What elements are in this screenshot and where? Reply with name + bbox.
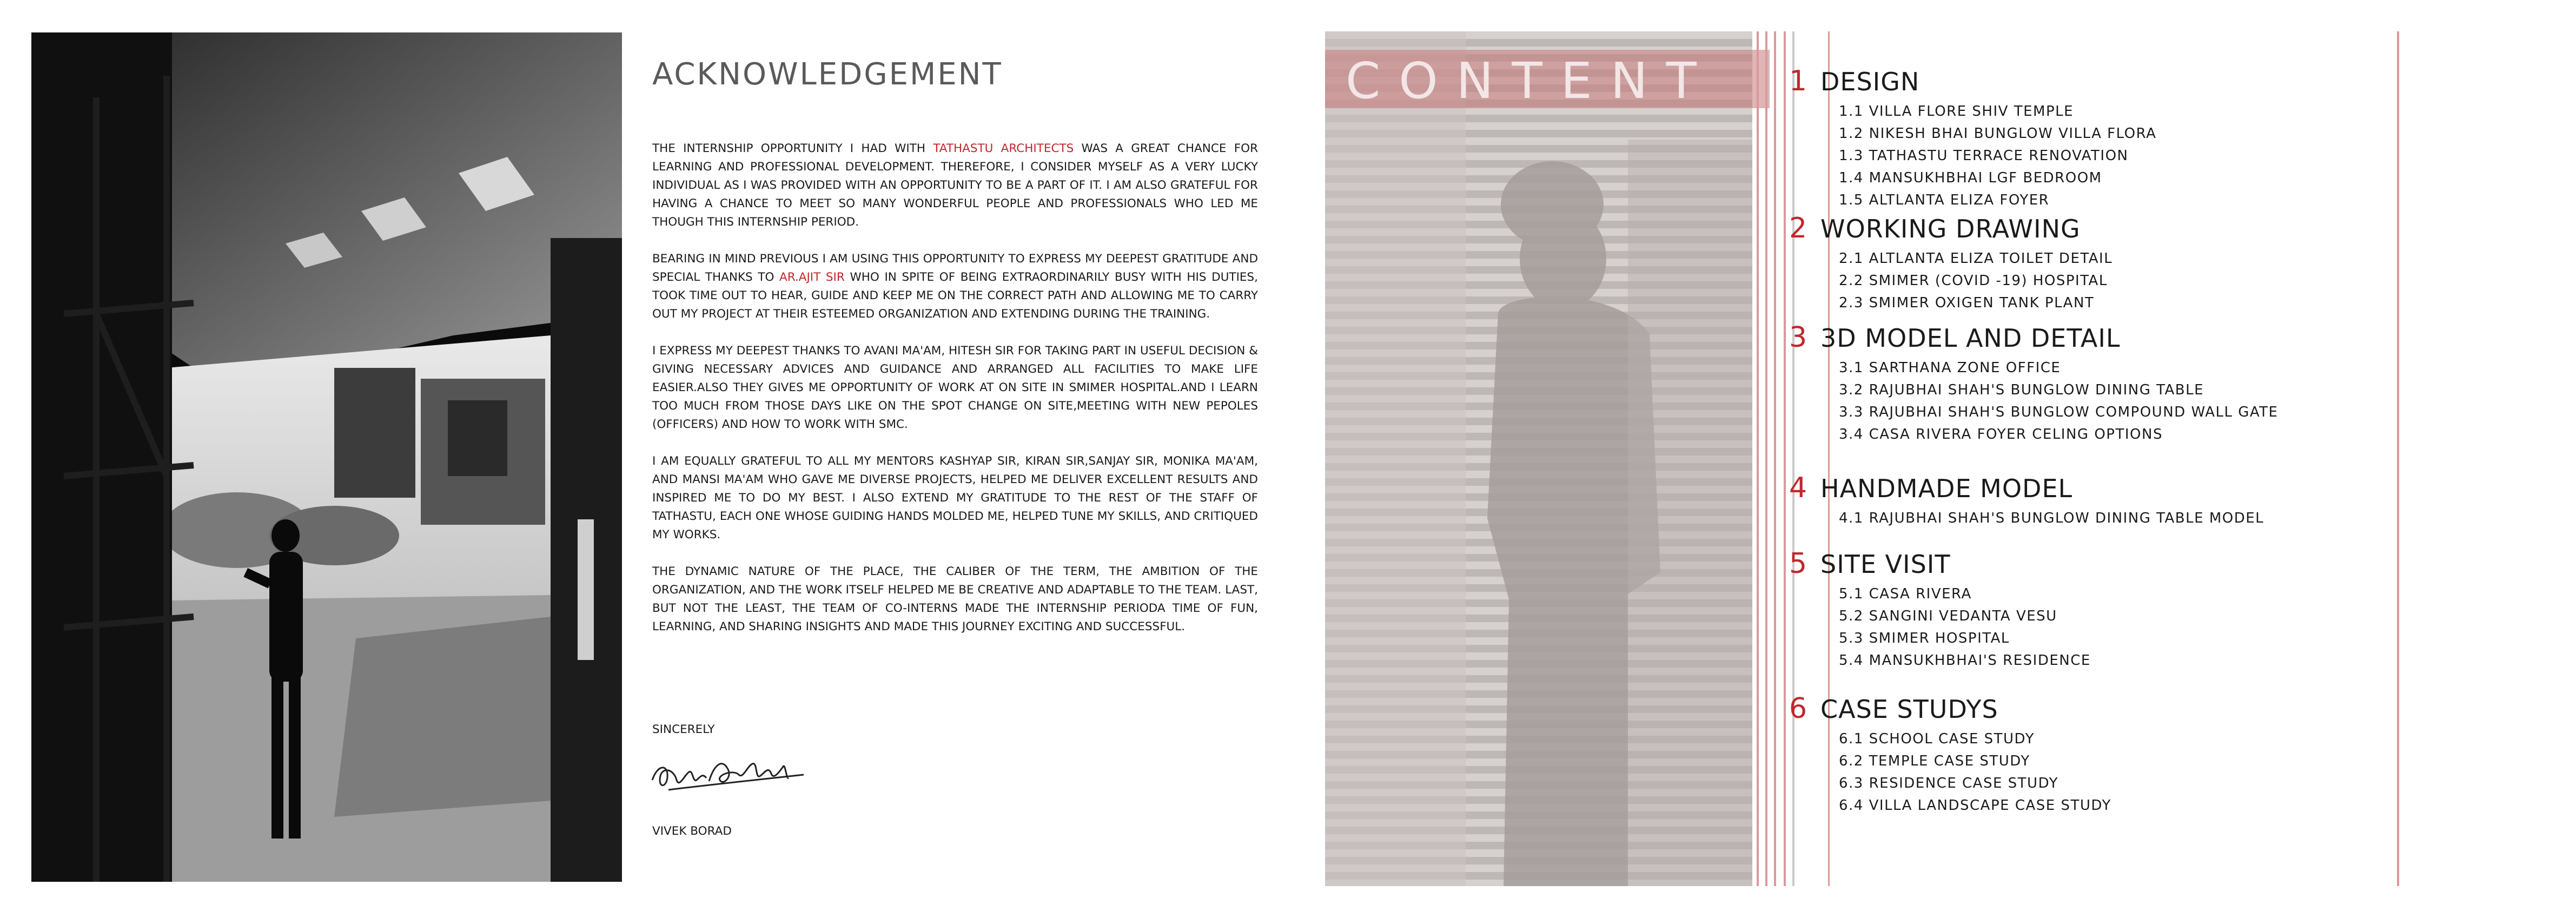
firm-name-highlight: TATHASTU ARCHITECTS [933,142,1074,155]
ack-paragraph [652,452,1258,544]
toc-item: 6.2 TEMPLE CASE STUDY [1839,753,2030,769]
toc-item: 1.3 TATHASTU TERRACE RENOVATION [1839,148,2129,164]
section-number: 6 [1789,692,1807,725]
section-title: SITE VISIT [1820,550,1951,579]
divider-line [1757,31,1759,886]
toc-item: 5.1 CASA RIVERA [1839,586,1972,602]
ack-text: I EXPRESS MY DEEPEST THANKS TO AVANI MA'AM, HITESH SIR FOR TAKING PART IN USEFUL DECISION & GIVING NECESSARY ADVICES AND GUIDANCE AND ARRANGED ALL FACILITIES TO MAKE LIFE EASIER.ALSO THEY GIVES ME OPPORTUNITY OF WORK AT ON SITE IN SMIMER HOSPITAL.AND I LEARN TOO MUCH FROM THOSE DAYS LIKE ON THE SPOT CHANGE ON SITE,MEETING WITH NEW PEPOLES (OFFICERS) AND HOW TO WORK WITH SMC. [652,344,1258,431]
divider-line [1792,31,1794,886]
section-items [1839,101,2156,212]
toc-item: 6.1 SCHOOL CASE STUDY [1839,731,2035,747]
content-title: CONTENT [1346,52,1715,110]
section-items [1839,248,2113,314]
mentor-name-highlight: AR.AJIT SIR [779,270,845,284]
section-number: 1 [1789,65,1807,97]
toc-item: 2.2 SMIMER (COVID -19) HOSPITAL [1839,273,2108,289]
worker-photo [1325,31,1752,886]
closing-text: SINCERELY [652,723,715,736]
section-title: HANDMADE MODEL [1820,474,2073,503]
ack-paragraph [652,342,1258,434]
section-number: 5 [1789,547,1807,580]
ack-text: BEARING IN MIND PREVIOUS I AM USING THIS OPPORTUNITY TO EXPRESS MY DEEPEST GRATITUDE AND SPECIAL THANKS TO [652,252,1258,284]
toc-item: 2.1 ALTLANTA ELIZA TOILET DETAIL [1839,250,2113,267]
divider-line [1774,31,1776,886]
toc-item: 3.4 CASA RIVERA FOYER CELING OPTIONS [1839,426,2163,443]
divider-line [2397,31,2399,886]
ack-text: WHO IN SPITE OF BEING EXTRAORDINARILY BUSY WITH HIS DUTIES, TOOK TIME OUT TO HEAR, GUIDE AND KEEP ME ON THE CORRECT PATH AND ALLOWING ME TO CARRY OUT MY PROJECT AT THEIR ESTEEMED ORGANIZATION AND EXTENDING DURING THE TRAINING. [652,270,1258,321]
toc-item: 2.3 SMIMER OXIGEN TANK PLANT [1839,295,2095,311]
author-name: VIVEK BORAD [652,824,732,838]
toc-item: 1.2 NIKESH BHAI BUNGLOW VILLA FLORA [1839,126,2157,142]
signature-image [647,742,809,802]
divider-line [1828,31,1830,886]
divider-line [1765,31,1767,886]
ack-text: I AM EQUALLY GRATEFUL TO ALL MY MENTORS KASHYAP SIR, KIRAN SIR,SANJAY SIR, MONIKA MA'AM, AND MANSI MA'AM WHO GAVE ME DIVERSE PROJECTS, HELPED ME DELIVER EXCELLENT RESULTS AND INSPIRED ME TO DO MY BEST. I ALSO EXTEND MY GRATITUDE TO THE REST OF THE STAFF OF TATHASTU, EACH ONE WHOSE GUIDING HANDS MOLDED ME, HELPED TUNE MY SKILLS, AND CRITIQUED MY WORKS. [652,454,1258,542]
toc-item: 1.4 MANSUKHBHAI LGF BEDROOM [1839,170,2102,186]
toc-item: 3.2 RAJUBHAI SHAH'S BUNGLOW DINING TABLE [1839,382,2204,398]
toc-item: 3.1 SARTHANA ZONE OFFICE [1839,360,2061,376]
toc-item: 5.3 SMIMER HOSPITAL [1839,630,2010,646]
section-items [1839,357,2278,446]
ack-text: THE INTERNSHIP OPPORTUNITY I HAD WITH [652,142,933,155]
section-items [1839,583,2091,672]
ack-text: WAS A GREAT CHANCE FOR LEARNING AND PROFESSIONAL DEVELOPMENT. THEREFORE, I CONSIDER MYSELF AS A VERY LUCKY INDIVIDUAL AS I WAS PROVIDED WITH AN OPPORTUNITY TO BE A PART OF IT. I AM ALSO GRATEFUL FOR HAVING A CHANCE TO MEET SO MANY WONDERFUL PEOPLE AND PROFESSIONALS WHO LED ME THOUGH THIS INTERNSHIP PERIOD. [652,142,1259,229]
section-title: WORKING DRAWING [1820,214,2081,243]
section-number: 2 [1789,212,1807,245]
toc-item: 4.1 RAJUBHAI SHAH'S BUNGLOW DINING TABLE MODEL [1839,510,2264,526]
section-title: 3D MODEL AND DETAIL [1820,324,2121,353]
construction-site-photo [31,32,622,882]
toc-item: 1.1 VILLA FLORE SHIV TEMPLE [1839,103,2074,120]
ack-paragraph [652,250,1258,324]
ack-paragraph [652,563,1258,636]
acknowledgement-title: ACKNOWLEDGEMENT [652,57,1003,92]
section-items [1839,507,2264,530]
acknowledgement-body [652,140,1258,655]
section-items [1839,728,2111,817]
ack-text: THE DYNAMIC NATURE OF THE PLACE, THE CALIBER OF THE TERM, THE AMBITION OF THE ORGANIZATION, AND THE WORK ITSELF HELPED ME BE CREATIVE AND ADAPTABLE TO THE TEAM. LAST, BUT NOT THE LEAST, THE TEAM OF CO-INTERNS MADE THE INTERNSHIP PERIODA TIME OF FUN, LEARNING, AND SHARING INSIGHTS AND MADE THIS JOURNEY EXCITING AND SUCCESSFUL. [652,565,1258,633]
toc-item: 6.4 VILLA LANDSCAPE CASE STUDY [1839,797,2111,814]
divider-line [1784,31,1786,886]
section-title: CASE STUDYS [1820,695,1998,724]
section-title: DESIGN [1820,67,1920,96]
section-number: 4 [1789,472,1807,504]
toc-item: 3.3 RAJUBHAI SHAH'S BUNGLOW COMPOUND WALL GATE [1839,404,2279,420]
section-number: 3 [1789,321,1807,354]
toc-item: 1.5 ALTLANTA ELIZA FOYER [1839,192,2050,208]
toc-item: 6.3 RESIDENCE CASE STUDY [1839,775,2059,791]
ack-paragraph [652,140,1258,232]
toc-item: 5.4 MANSUKHBHAI'S RESIDENCE [1839,652,2091,669]
toc-item: 5.2 SANGINI VEDANTA VESU [1839,608,2057,624]
